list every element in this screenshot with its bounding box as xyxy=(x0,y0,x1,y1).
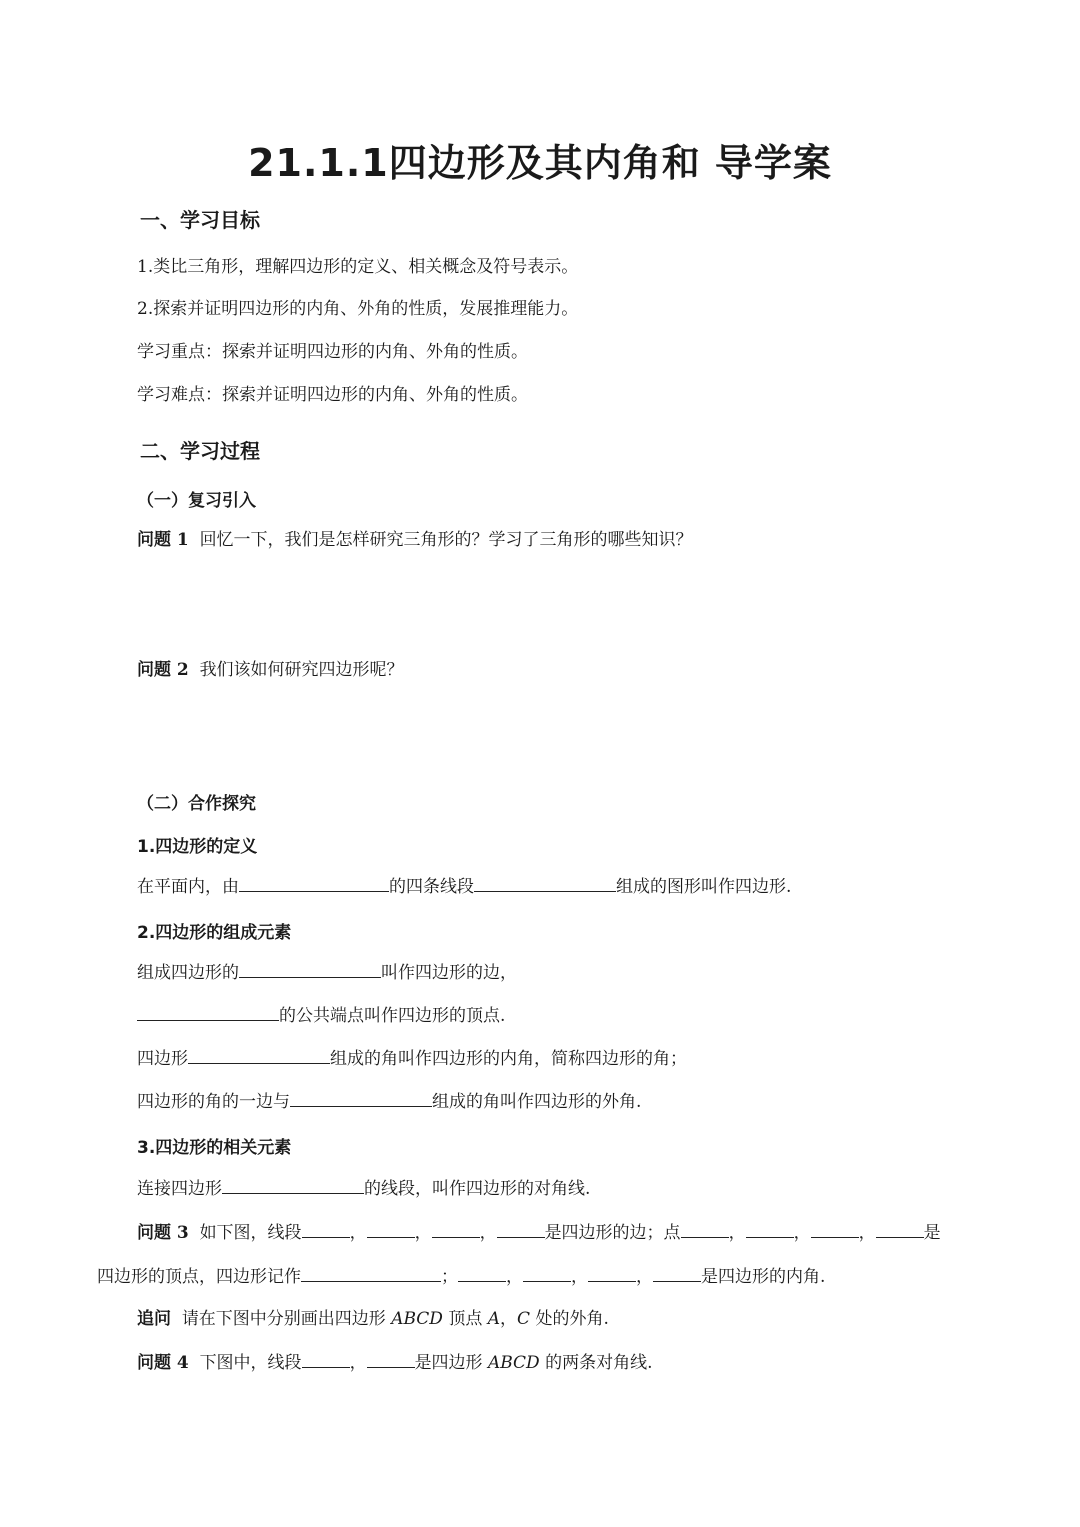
question-4 xyxy=(137,1351,653,1374)
related-elements-heading: 3.四边形的相关元素 xyxy=(137,1138,292,1158)
comma: ， xyxy=(506,1267,523,1287)
semicolon: ； xyxy=(441,1267,458,1287)
question-4-text-a: 下图中，线段 xyxy=(199,1353,302,1373)
quad-name: ABCD xyxy=(487,1353,540,1373)
blank-field[interactable] xyxy=(876,1221,924,1238)
follow-up-text-b: 顶点 xyxy=(448,1309,483,1329)
blank-field[interactable] xyxy=(497,1221,545,1238)
blank-field[interactable] xyxy=(523,1265,571,1282)
comma: ， xyxy=(793,1223,811,1243)
follow-up-text-a: 请在下图中分别画出四边形 xyxy=(181,1309,386,1329)
question-4-label: 问题 4 xyxy=(137,1353,189,1373)
blank-field[interactable] xyxy=(746,1221,794,1238)
blank-field[interactable] xyxy=(367,1221,415,1238)
interior-text-b: 组成的角叫作四边形的内角，简称四边形的角； xyxy=(330,1049,687,1069)
section-heading-goals: 一、学习目标 xyxy=(140,208,260,232)
comma: ， xyxy=(858,1223,876,1243)
definition-line xyxy=(137,875,791,898)
definition-heading: 1.四边形的定义 xyxy=(137,837,258,857)
key-point: 学习重点：探索并证明四边形的内角、外角的性质。 xyxy=(137,342,528,362)
blank-field[interactable] xyxy=(290,1090,432,1107)
question-3-text-e: 是四边形的内角. xyxy=(701,1267,826,1287)
blank-field[interactable] xyxy=(222,1177,364,1194)
blank-field[interactable] xyxy=(137,1004,279,1021)
definition-text-a: 在平面内，由 xyxy=(137,877,239,897)
follow-up-text-c: 处的外角. xyxy=(535,1309,609,1329)
blank-field[interactable] xyxy=(367,1351,415,1368)
question-2 xyxy=(137,659,404,681)
question-3-label: 问题 3 xyxy=(137,1223,189,1243)
blank-field[interactable] xyxy=(302,1221,350,1238)
interior-angle-line xyxy=(137,1047,687,1070)
question-2-text: 我们该如何研究四边形呢？ xyxy=(199,660,404,680)
question-3 xyxy=(137,1221,941,1244)
blank-field[interactable] xyxy=(588,1265,636,1282)
exterior-text-a: 四边形的角的一边与 xyxy=(137,1092,290,1112)
diagonal-text-a: 连接四边形 xyxy=(137,1179,222,1199)
subsection-explore: （二）合作探究 xyxy=(137,794,256,814)
vertex-a: A xyxy=(487,1309,501,1329)
comma: ， xyxy=(500,1309,518,1329)
blank-field[interactable] xyxy=(188,1047,330,1064)
section-heading-process: 二、学习过程 xyxy=(140,439,260,463)
question-4-text-b: 是四边形 xyxy=(414,1353,483,1373)
comma: ， xyxy=(571,1267,588,1287)
question-3-text-c: 是 xyxy=(923,1223,941,1243)
comma: ， xyxy=(479,1223,497,1243)
blank-field[interactable] xyxy=(239,961,381,978)
blank-field[interactable] xyxy=(239,875,389,892)
elements-heading: 2.四边形的组成元素 xyxy=(137,923,292,943)
exterior-angle-line xyxy=(137,1090,641,1113)
blank-field[interactable] xyxy=(301,1265,441,1282)
comma: ， xyxy=(414,1223,432,1243)
blank-field[interactable] xyxy=(653,1265,701,1282)
blank-field[interactable] xyxy=(474,875,616,892)
comma: ， xyxy=(636,1267,653,1287)
interior-text-a: 四边形 xyxy=(137,1049,188,1069)
side-text-b: 叫作四边形的边， xyxy=(381,963,517,983)
question-2-label: 问题 2 xyxy=(137,660,189,680)
difficulty-point: 学习难点：探索并证明四边形的内角、外角的性质。 xyxy=(137,385,528,405)
side-text-a: 组成四边形的 xyxy=(137,963,239,983)
definition-text-c: 组成的图形叫作四边形. xyxy=(616,877,792,897)
blank-field[interactable] xyxy=(681,1221,729,1238)
comma: ， xyxy=(349,1353,367,1373)
vertex-c: C xyxy=(517,1309,531,1329)
question-1-label: 问题 1 xyxy=(137,530,189,550)
question-3-text-a: 如下图，线段 xyxy=(199,1223,302,1243)
goal-2: 2.探索并证明四边形的内角、外角的性质，发展推理能力。 xyxy=(137,299,579,319)
vertex-text: 的公共端点叫作四边形的顶点. xyxy=(279,1006,506,1026)
vertex-line xyxy=(137,1004,505,1027)
question-4-text-c: 的两条对角线. xyxy=(545,1353,653,1373)
blank-field[interactable] xyxy=(302,1351,350,1368)
exterior-text-b: 组成的角叫作四边形的外角. xyxy=(432,1092,642,1112)
diagonal-text-b: 的线段，叫作四边形的对角线. xyxy=(364,1179,591,1199)
comma: ， xyxy=(728,1223,746,1243)
page-title: 21.1.1四边形及其内角和 导学案 xyxy=(248,141,832,185)
question-3-text-b: 是四边形的边；点 xyxy=(544,1223,681,1243)
quad-name: ABCD xyxy=(391,1309,443,1329)
diagonal-line xyxy=(137,1177,590,1200)
question-1-text: 回忆一下，我们是怎样研究三角形的？学习了三角形的哪些知识？ xyxy=(199,530,693,550)
blank-field[interactable] xyxy=(432,1221,480,1238)
follow-up-label: 追问 xyxy=(137,1309,171,1329)
follow-up-question xyxy=(137,1308,609,1330)
question-3-text-d: 四边形的顶点，四边形记作 xyxy=(97,1267,301,1287)
blank-field[interactable] xyxy=(458,1265,506,1282)
side-line xyxy=(137,961,517,984)
blank-field[interactable] xyxy=(811,1221,859,1238)
definition-text-b: 的四条线段 xyxy=(389,877,474,897)
comma: ， xyxy=(349,1223,367,1243)
question-3-continued xyxy=(97,1265,825,1288)
question-1 xyxy=(137,529,693,551)
goal-1: 1.类比三角形，理解四边形的定义、相关概念及符号表示。 xyxy=(137,257,579,277)
subsection-review: （一）复习引入 xyxy=(137,491,256,511)
